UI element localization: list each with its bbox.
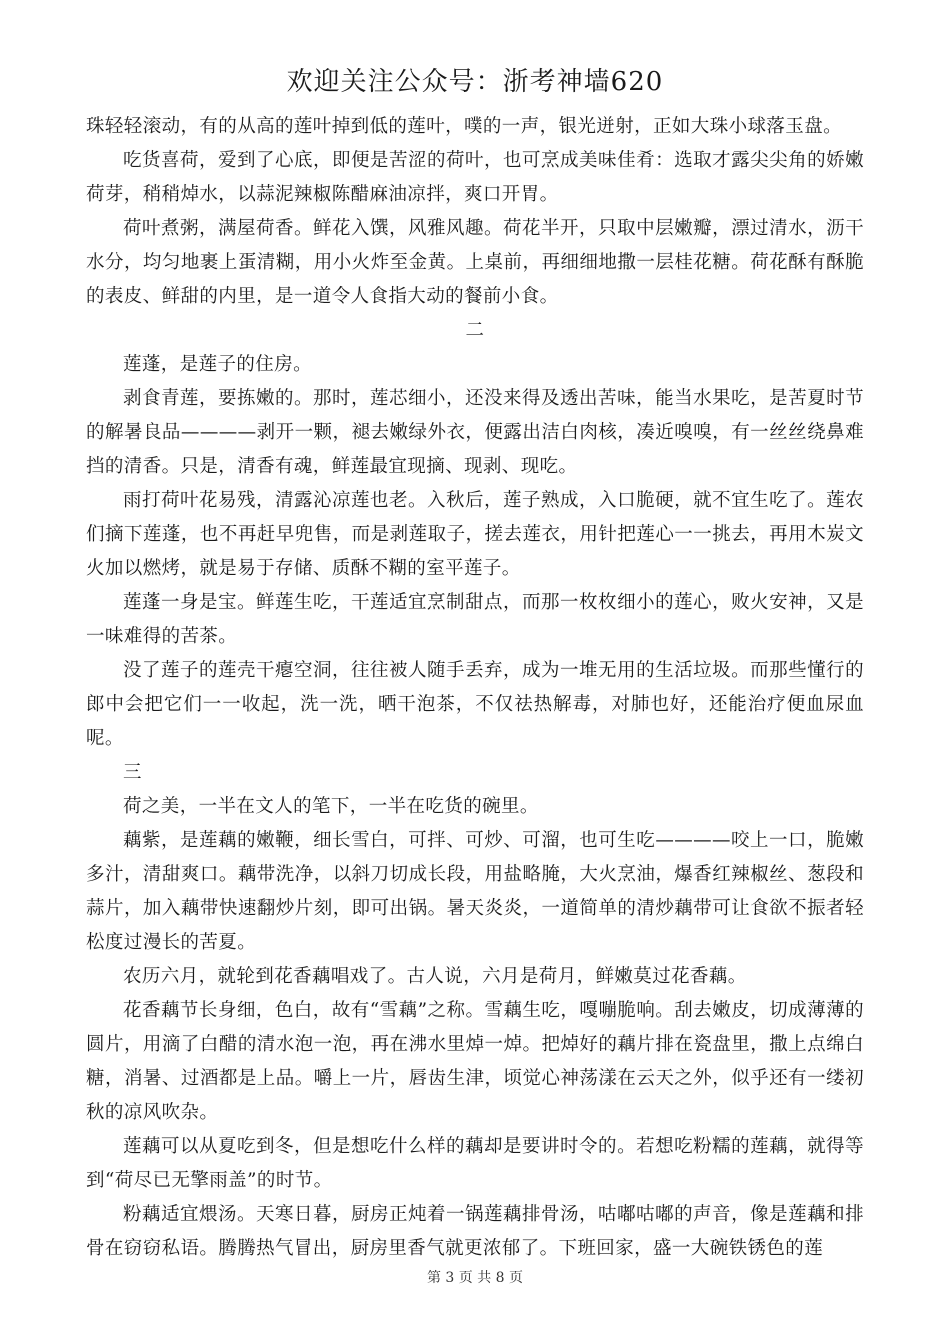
page-number: 第 3 页 共 8 页 (426, 1270, 524, 1286)
paragraph: 农历六月，就轮到花香藕唱戏了。古人说，六月是荷月，鲜嫩莫过花香藕。 (123, 966, 747, 987)
paragraph: 荷之美，一半在文人的笔下，一半在吃货的碗里。 (123, 796, 539, 817)
paragraph: 粉藕适宜煨汤。天寒日暮，厨房正炖着一锅莲藕排骨汤，咕嘟咕嘟的声音，像是莲藕和排骨在窃窃私语。腾腾热气冒出，厨房里香气就更浓郁了。下班回家，盛一大碗铁锈色的莲 (86, 1204, 864, 1259)
paragraph: 荷叶煮粥，满屋荷香。鲜花入馔，风雅风趣。荷花半开，只取中层嫩瓣，漂过清水，沥干水分，均匀地裹上蛋清糊，用小火炸至金黄。上桌前，再细细地撒一层桂花糖。荷花酥有酥脆的表皮、鲜甜的内里，是一道令人食指大动的餐前小食。 (86, 218, 864, 307)
paragraph: 没了莲子的莲壳干瘪空洞，往往被人随手丢弃，成为一堆无用的生活垃圾。而那些懂行的郎中会把它们一一收起，洗一洗，晒干泡茶，不仅祛热解毒，对肺也好，还能治疗便血尿血呢。 (86, 660, 864, 749)
section-heading: 三 (123, 762, 142, 783)
paragraph: 珠轻轻滚动，有的从高的莲叶掉到低的莲叶，噗的一声，银光迸射，正如大珠小球落玉盘。 (86, 116, 843, 137)
paragraph: 莲藕可以从夏吃到冬，但是想吃什么样的藕却是要讲时令的。若想吃粉糯的莲藕，就得等到“荷尽已无擎雨盖”的时节。 (86, 1136, 864, 1191)
page-header-title: 欢迎关注公众号：浙考神墙620 (286, 67, 664, 97)
paragraph: 莲蓬一身是宝。鲜莲生吃，干莲适宜烹制甜点，而那一枚枚细小的莲心，败火安神，又是一味难得的苦茶。 (86, 592, 864, 647)
paragraph: 莲蓬，是莲子的住房。 (123, 354, 313, 375)
paragraph: 花香藕节长身细，色白，故有“雪藕”之称。雪藕生吃，嘎嘣脆响。刮去嫩皮，切成薄薄的圆片，用滴了白醋的清水泡一泡，再在沸水里焯一焯。把焯好的藕片排在瓷盘里，撒上点绵白糖，消暑、过酒都是上品。嚼上一片，唇齿生津，顷觉心神荡漾在云天之外，似乎还有一缕初秋的凉风吹杂。 (86, 1000, 864, 1123)
paragraph: 藕紫，是莲藕的嫩鞭，细长雪白，可拌、可炒、可溜，也可生吃————咬上一口，脆嫩多汁，清甜爽口。藕带洗净，以斜刀切成长段，用盐略腌，大火烹油，爆香红辣椒丝、葱段和蒜片，加入藕带快速翻炒片刻，即可出锅。暑天炎炎，一道简单的清炒藕带可让食欲不振者轻松度过漫长的苦夏。 (86, 830, 864, 953)
paragraph: 雨打荷叶花易残，清露沁凉莲也老。入秋后，莲子熟成，入口脆硬，就不宜生吃了。莲农们摘下莲蓬，也不再赶早兜售，而是剥莲取子，搓去莲衣，用针把莲心一一挑去，再用木炭文火加以燃烤，就是易于存储、质酥不糊的室平莲子。 (86, 490, 864, 579)
paragraph: 剥食青莲，要拣嫩的。那时，莲芯细小，还没来得及透出苦味，能当水果吃，是苦夏时节的解暑良品————剥开一颗，褪去嫩绿外衣，便露出洁白肉核，凑近嗅嗅，有一丝丝绕鼻难挡的清香。只是，清香有魂，鲜莲最宜现摘、现剥、现吃。 (86, 388, 864, 477)
article-body (86, 110, 864, 1266)
paragraph: 吃货喜荷，爱到了心底，即便是苦涩的荷叶，也可烹成美味佳肴：选取才露尖尖角的娇嫩荷芽，稍稍焯水，以蒜泥辣椒陈醋麻油凉拌，爽口开胃。 (86, 150, 864, 205)
section-heading: 二 (465, 320, 485, 341)
